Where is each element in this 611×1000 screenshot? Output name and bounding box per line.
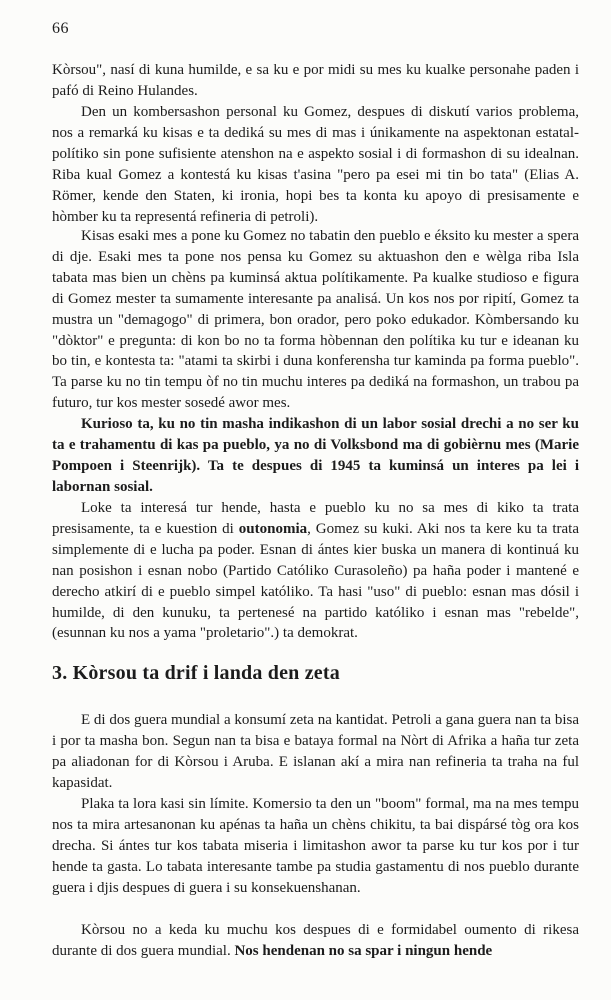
paragraph-8 <box>52 920 579 962</box>
section-heading: 3. Kòrsou ta drif i landa den zeta <box>52 662 340 684</box>
paragraph-3: Kisas esaki mes a pone ku Gomez no tabatin den pueblo e éksito ku mester a spera di dje. Esaki mes ta pone nos pensa ku Gomez su aktuashon den e wèlga riba Isla tabata mas bien un chèns pa kuminsá aktua polítikamente. Pa kualke studioso e figura di Gomez mester ta sumamente interesante pa analisá. Un kos nos por ripití, Gomez ta mustra un "demagogo" di primera, bon orador, pero poko edukador. Kòmbersando ku "dòktor" e pregunta: di kon bo no ta forma hòbennan den polítika ku tur e ideanan ku bo tin, e kontesta ta: "atami ta skirbi i duna konferensha tur kaminda pa forma pueblo". Ta parse ku no tin tempu òf no tin muchu interes pa dediká na formashon, un trabou pa futuro, tur kos mester sosedé awor mes. <box>52 228 579 412</box>
paragraph-8-emphasis: Nos hendenan no sa spar i ningun hende <box>234 942 493 959</box>
paragraph-2: Den un kombersashon personal ku Gomez, despues di diskutí varios problema, nos a remarká ku kisas e ta dediká su mes di mas i únikamente na aspektonan estatal-polítiko sin pone sufisiente atenshon na e aspekto sosial i di formashon di su idealnan. Riba kual Gomez a kontestá ku kisas t'asina "pero pa esei mi tin bo tata" (Elias A. Römer, kende den Staten, ki ironia, hopi bes ta konta ku apoyo di presisamente e hòmber ku ta representá refineria di petroli). <box>52 104 579 225</box>
paragraph-1: Kòrsou", nasí di kuna humilde, e sa ku e por midi su mes ku kualke personahe paden i pafó di Reino Hulandes. <box>52 62 579 99</box>
paragraph-8-text: Kòrsou no a keda ku muchu kos despues di e formidabel oumento di rikesa durante di dos guera mundial. <box>52 922 579 959</box>
paragraph-5 <box>52 498 579 644</box>
paragraph-5-text-b: , Gomez su kuki. Aki nos ta kere ku ta trata simplemente di e lucha pa poder. Esnan di ántes kier buska un manera di kontinuá ku nan posishon i esnan nobo (Partido Católiko Curasoleño) pa haña poder i mantené e derecho atkirí di e pueblo simpel katóliko. Ta hasi "uso" di pueblo: esnan mas dósil i humilde, di den kunuku, ta pertenesé na partido katóliko i esnan mas "rebelde", (esunnan ku nos a yama "proletario".) ta demokrat. <box>52 520 579 642</box>
paragraph-5-emphasis: outonomia <box>238 520 308 537</box>
paragraph-6: E di dos guera mundial a konsumí zeta na kantidat. Petroli a gana guera nan ta bisa i por ta masha bon. Segun nan ta bisa e bataya formal na Nòrt di Afrika a haña tur zeta pa aliadonan for di Kòrsou i Aruba. E islanan akí a mira nan refineria ta traha na ful kapasidat. <box>52 712 579 791</box>
page-number: 66 <box>52 20 69 37</box>
paragraph-4-bold: Kurioso ta, ku no tin masha indikashon di un labor sosial drechi a no ser ku ta e trahamentu di kas pa pueblo, ya no di Volksbond ma di gobièrnu mes (Marie Pompoen i Steenrijk). Ta te despues di 1945 ta kuminsá un interes pa lei i labornan sosial. <box>52 416 579 495</box>
paragraph-7: Plaka ta lora kasi sin límite. Komersio ta den un "boom" formal, ma na mes tempu nos ta mira artesanonan ku apénas ta haña un chèns chikitu, ta bai dispársé tòg ora kos drecha. Si ántes tur kos tabata miseria i limitashon awor ta parse ku tur kos por i tur hende ta gasta. Lo tabata interesante tambe pa studia gastamentu di nos pueblo durante guera i djis despues di guera i su konsekuenshanan. <box>52 796 579 896</box>
paragraph-5-text-a: Loke ta interesá tur hende, hasta e pueblo ku no sa mes di kiko ta trata presisamente, ta e kuestion di <box>52 500 579 537</box>
